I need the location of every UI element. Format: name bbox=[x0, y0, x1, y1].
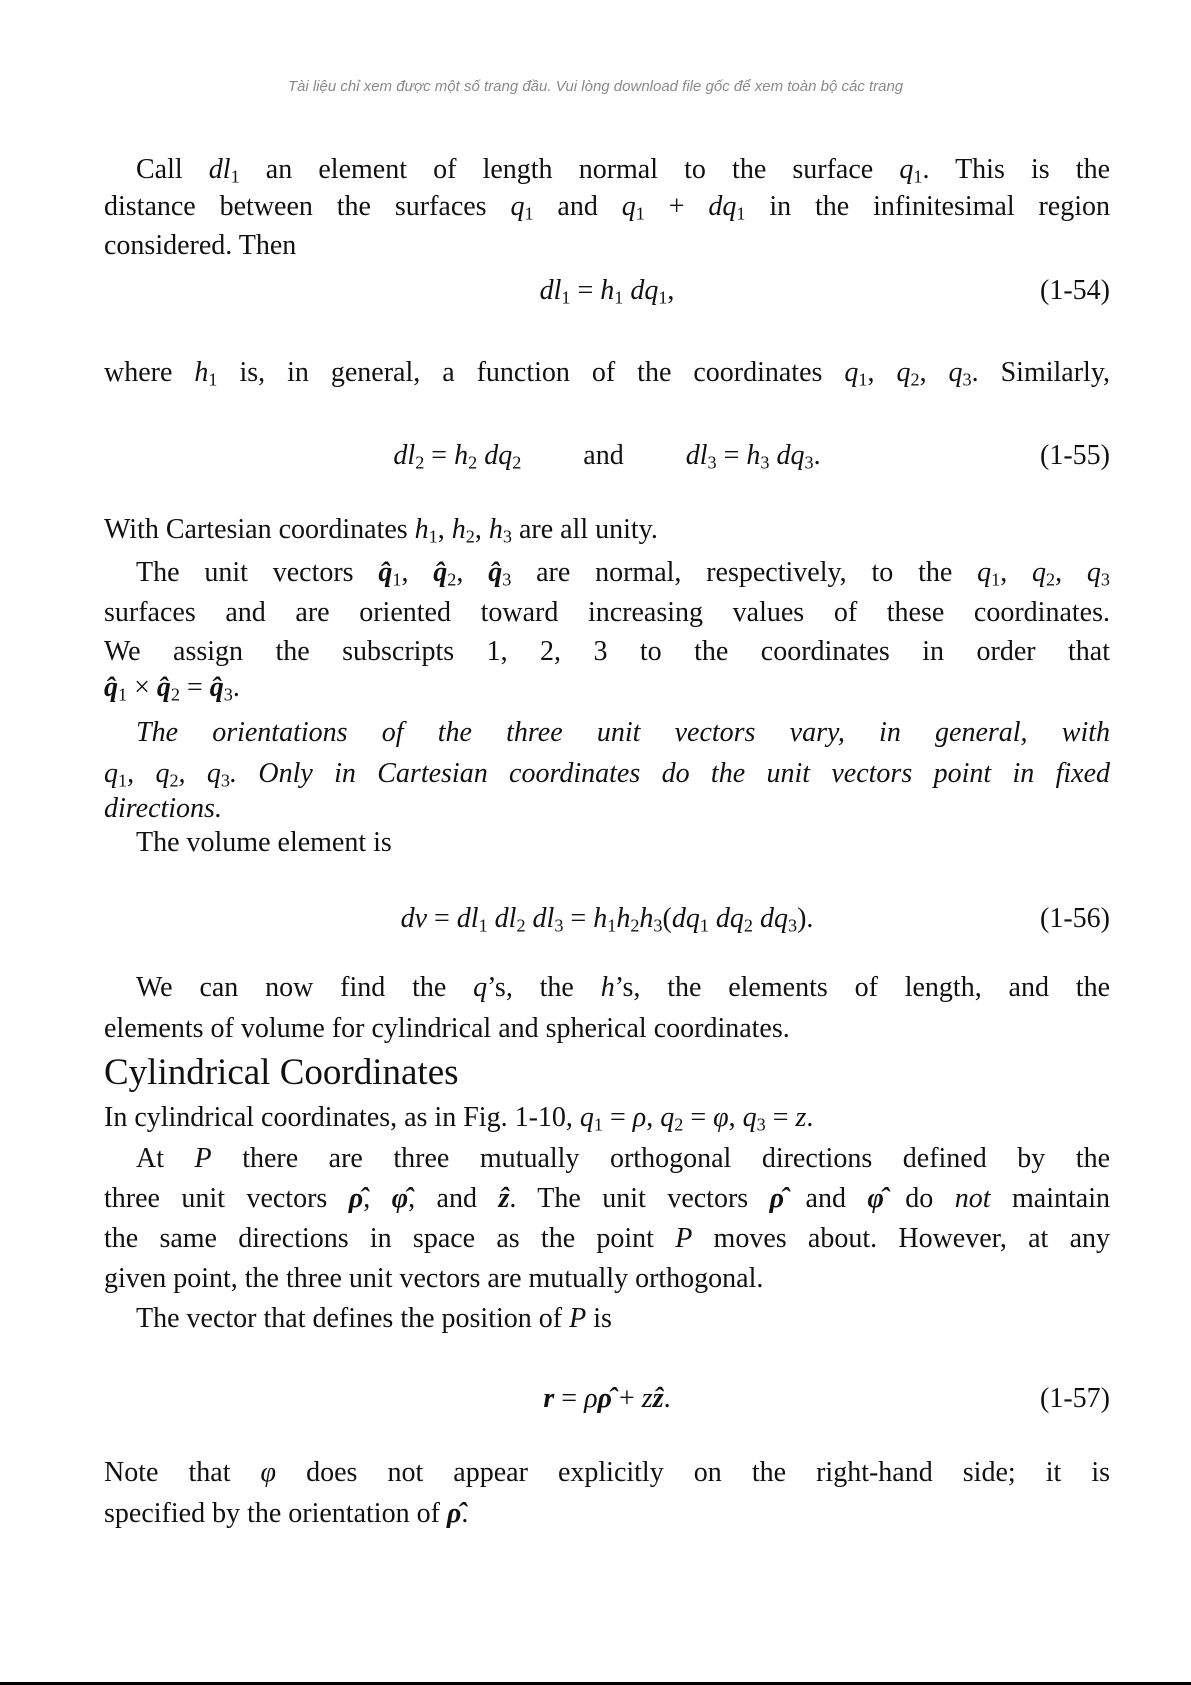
text-run: ). bbox=[797, 903, 814, 934]
text-run: 3 bbox=[1100, 569, 1110, 590]
text-run: z bbox=[795, 1102, 807, 1133]
text-run: , bbox=[401, 557, 434, 588]
text-line bbox=[104, 596, 1110, 630]
text-run: q̂ bbox=[378, 557, 393, 588]
text-run: , q bbox=[178, 758, 221, 789]
text-run: where bbox=[104, 357, 195, 388]
text-line bbox=[104, 1262, 1110, 1296]
text-run: 1 bbox=[699, 915, 709, 936]
text-run: = bbox=[179, 672, 210, 703]
text-run: . Only in Cartesian coordinates do the unit vectors point in fixed bbox=[230, 758, 1111, 789]
text-run: = bbox=[563, 903, 594, 934]
text-run: 3 bbox=[962, 369, 972, 390]
text-run: dq bbox=[630, 275, 659, 306]
text-run: q bbox=[104, 758, 118, 789]
text-run: dq bbox=[484, 440, 513, 471]
text-run: , bbox=[456, 557, 489, 588]
text-run: P bbox=[569, 1303, 587, 1334]
text-line bbox=[104, 971, 1110, 1005]
text-run: 2 bbox=[169, 770, 179, 791]
text-run: dv bbox=[400, 903, 427, 934]
text-run: considered. Then bbox=[104, 230, 297, 261]
text-run: 2 bbox=[674, 1114, 684, 1135]
text-run: , and bbox=[408, 1183, 499, 1214]
text-run: h bbox=[600, 275, 615, 306]
text-run: do bbox=[883, 1183, 955, 1214]
text-run: P bbox=[194, 1143, 212, 1174]
text-run: , bbox=[1055, 557, 1087, 588]
text-run: 1 bbox=[991, 569, 1001, 590]
text-run: dl bbox=[393, 440, 416, 471]
equation-number: (1-55) bbox=[1040, 440, 1110, 471]
text-run: 1 bbox=[428, 526, 438, 547]
text-line bbox=[104, 1101, 1110, 1135]
text-run: dl bbox=[685, 440, 708, 471]
text-run: φ̂ bbox=[867, 1183, 884, 1214]
text-run: dl bbox=[539, 275, 562, 306]
text-run: 2 bbox=[630, 915, 640, 936]
text-run: 1 bbox=[561, 287, 571, 308]
text-run: is, in general, a function of the coordinates bbox=[217, 357, 845, 388]
text-run: q bbox=[1032, 557, 1046, 588]
text-run: The volume element is bbox=[136, 827, 392, 858]
text-run: 2 bbox=[170, 684, 180, 705]
text-line bbox=[104, 190, 1110, 224]
text-run: . bbox=[461, 1498, 469, 1529]
text-run: . bbox=[663, 1383, 671, 1414]
text-run: , bbox=[728, 1102, 743, 1133]
text-run: q bbox=[844, 357, 859, 388]
text-line bbox=[104, 1222, 1110, 1256]
text-run: moves about. However, at any bbox=[692, 1223, 1111, 1254]
text-line bbox=[104, 1302, 1110, 1336]
text-run: q bbox=[473, 972, 488, 1003]
text-run: in the infinitesimal region bbox=[745, 191, 1111, 222]
text-run: , bbox=[437, 514, 452, 545]
text-run: 3 bbox=[653, 915, 663, 936]
text-run: × bbox=[127, 672, 157, 703]
text-run: q̂ bbox=[433, 557, 448, 588]
text-run: z bbox=[641, 1383, 653, 1414]
text-run: = bbox=[716, 440, 747, 471]
text-run: . bbox=[813, 440, 821, 471]
text-run: ẑ bbox=[652, 1383, 664, 1414]
text-run: 1 bbox=[736, 203, 746, 224]
equation-body bbox=[104, 274, 1110, 308]
text-run: not bbox=[954, 1183, 991, 1214]
preview-notice-banner: Tài liệu chỉ xem được một số trang đầu. Vui lòng download file gốc để xem toàn bộ các trang bbox=[287, 78, 904, 95]
text-run: . The unit vectors bbox=[509, 1183, 770, 1214]
text-run: 3 bbox=[760, 452, 770, 473]
text-run: = bbox=[765, 1102, 796, 1133]
text-run: 1 bbox=[478, 915, 488, 936]
text-run: 2 bbox=[415, 452, 425, 473]
text-run bbox=[753, 903, 760, 934]
equation-number: (1-56) bbox=[1040, 903, 1110, 934]
text-run: , q bbox=[127, 758, 170, 789]
text-run bbox=[526, 903, 533, 934]
text-run: h bbox=[639, 903, 654, 934]
text-run: We can now find the bbox=[136, 972, 474, 1003]
text-run: , bbox=[363, 1183, 392, 1214]
text-run: 3 bbox=[502, 526, 512, 547]
text-run: ρ̂ bbox=[446, 1498, 462, 1529]
text-run: = bbox=[602, 1102, 633, 1133]
text-line bbox=[104, 635, 1110, 669]
text-run: there are three mutually orthogonal directions defined by the bbox=[211, 1143, 1110, 1174]
text-run: distance between the surfaces bbox=[104, 191, 511, 222]
text-run: 1 bbox=[230, 166, 240, 187]
text-run: dl bbox=[208, 154, 231, 185]
text-run: 2 bbox=[512, 452, 522, 473]
text-run: ’s, the bbox=[487, 972, 601, 1003]
text-run: and bbox=[533, 191, 622, 222]
text-run: + bbox=[644, 191, 709, 222]
text-run: dq bbox=[760, 903, 789, 934]
text-run: dq bbox=[708, 191, 737, 222]
text-run: + bbox=[611, 1383, 642, 1414]
text-run: q bbox=[510, 191, 525, 222]
text-run: = bbox=[570, 275, 601, 306]
equation-number: (1-54) bbox=[1040, 275, 1110, 306]
text-run: 1 bbox=[858, 369, 868, 390]
text-run: maintain bbox=[990, 1183, 1110, 1214]
text-run: r bbox=[543, 1383, 555, 1414]
text-run: given point, the three unit vectors are mutually orthogonal. bbox=[104, 1263, 764, 1294]
text-run: does not appear explicitly on the right-hand side; it is bbox=[276, 1457, 1110, 1488]
text-run: 1 bbox=[607, 915, 617, 936]
text-run: are normal, respectively, to the bbox=[511, 557, 978, 588]
text-run: = bbox=[427, 903, 457, 934]
text-run: In cylindrical coordinates, as in Fig. 1-10, bbox=[104, 1102, 580, 1133]
text-run: q bbox=[896, 357, 911, 388]
text-run: Call bbox=[136, 154, 209, 185]
text-run: ( bbox=[662, 903, 672, 934]
text-run: q bbox=[621, 191, 636, 222]
text-line bbox=[104, 671, 1110, 705]
text-run: 2 bbox=[910, 369, 920, 390]
text-run: The unit vectors bbox=[136, 557, 379, 588]
text-run: . bbox=[232, 672, 240, 703]
text-run: ρ̂ bbox=[597, 1383, 612, 1414]
text-line bbox=[104, 1012, 1110, 1046]
text-run: = bbox=[683, 1102, 714, 1133]
text-line bbox=[104, 1456, 1110, 1490]
text-run: , bbox=[646, 1102, 661, 1133]
text-run: q̂ bbox=[209, 672, 224, 703]
text-run: h bbox=[488, 514, 503, 545]
text-run: , bbox=[919, 357, 949, 388]
text-line bbox=[104, 1182, 1110, 1216]
text-run: h bbox=[593, 903, 608, 934]
text-run: q bbox=[899, 154, 914, 185]
text-run bbox=[488, 903, 495, 934]
text-run: = bbox=[424, 440, 455, 471]
text-run: the same directions in space as the point bbox=[104, 1223, 676, 1254]
text-run: h bbox=[451, 514, 466, 545]
text-run: ẑ bbox=[498, 1183, 510, 1214]
text-run: 2 bbox=[1046, 569, 1056, 590]
text-run: , bbox=[667, 275, 675, 306]
text-run: . bbox=[806, 1102, 814, 1133]
text-run: are all unity. bbox=[511, 514, 658, 545]
text-run: is bbox=[586, 1303, 612, 1334]
text-run: = bbox=[554, 1383, 585, 1414]
text-run: 2 bbox=[447, 569, 457, 590]
text-run: dl bbox=[456, 903, 479, 934]
text-run: φ bbox=[260, 1457, 277, 1488]
text-run: φ̂ bbox=[391, 1183, 409, 1214]
text-run: , bbox=[867, 357, 897, 388]
text-line bbox=[104, 1497, 1110, 1531]
text-run: 3 bbox=[502, 569, 512, 590]
equation-body bbox=[104, 1382, 1110, 1416]
text-run: 2 bbox=[516, 915, 526, 936]
text-run bbox=[709, 903, 716, 934]
text-run: The orientations of the three unit vectors vary, in general, with bbox=[136, 717, 1110, 748]
text-run: At bbox=[136, 1143, 195, 1174]
text-run: q̂ bbox=[104, 672, 118, 703]
text-run: dq bbox=[671, 903, 700, 934]
text-run: 3 bbox=[554, 915, 564, 936]
equation-body bbox=[104, 902, 1110, 936]
text-run: q bbox=[1086, 557, 1101, 588]
text-run: . Similarly, bbox=[971, 357, 1111, 388]
text-run: 3 bbox=[788, 915, 798, 936]
text-run: specified by the orientation of bbox=[104, 1498, 447, 1529]
text-run: h bbox=[194, 357, 209, 388]
text-run: 1 bbox=[118, 684, 128, 705]
text-line bbox=[104, 716, 1110, 750]
text-run: 1 bbox=[658, 287, 668, 308]
text-line bbox=[104, 229, 1110, 263]
text-run: q̂ bbox=[488, 557, 503, 588]
text-line bbox=[104, 792, 1110, 826]
text-run: q bbox=[660, 1102, 675, 1133]
text-run: q̂ bbox=[156, 672, 171, 703]
text-run: 1 bbox=[913, 166, 923, 187]
text-run: 2 bbox=[468, 452, 478, 473]
text-run: P bbox=[675, 1223, 693, 1254]
text-run: elements of volume for cylindrical and spherical coordinates. bbox=[104, 1013, 790, 1044]
section-heading: Cylindrical Coordinates bbox=[104, 1052, 459, 1093]
text-line bbox=[104, 556, 1110, 590]
text-run: ρ bbox=[584, 1383, 598, 1414]
text-run: q bbox=[742, 1102, 757, 1133]
text-line bbox=[104, 356, 1110, 390]
text-run: dq bbox=[715, 903, 744, 934]
text-run: directions. bbox=[104, 793, 222, 824]
equation-body bbox=[104, 439, 1110, 473]
text-run: ρ̂ bbox=[348, 1183, 364, 1214]
text-run: q bbox=[948, 357, 963, 388]
text-run: and bbox=[784, 1183, 868, 1214]
text-run: 1 bbox=[614, 287, 624, 308]
text-run: 3 bbox=[804, 452, 814, 473]
text-run: With Cartesian coordinates bbox=[104, 514, 415, 545]
text-run: ρ bbox=[632, 1102, 647, 1133]
text-run: dl bbox=[532, 903, 555, 934]
text-run: 1 bbox=[593, 1114, 603, 1135]
text-line bbox=[104, 757, 1110, 791]
text-run: 1 bbox=[118, 770, 128, 791]
text-run: 1 bbox=[635, 203, 645, 224]
text-run: 2 bbox=[743, 915, 754, 936]
text-run: , bbox=[1000, 557, 1032, 588]
equation-number: (1-57) bbox=[1040, 1383, 1110, 1414]
text-line bbox=[104, 153, 1110, 187]
text-run: h bbox=[454, 440, 469, 471]
text-run: 2 bbox=[465, 526, 475, 547]
text-run: q bbox=[579, 1102, 594, 1133]
text-run: 1 bbox=[524, 203, 534, 224]
text-run: 3 bbox=[223, 684, 233, 705]
text-run: 3 bbox=[707, 452, 717, 473]
text-run: , bbox=[474, 514, 489, 545]
text-line bbox=[104, 826, 1110, 860]
text-run: 1 bbox=[208, 369, 218, 390]
text-run: 3 bbox=[756, 1114, 766, 1135]
text-run: h bbox=[414, 514, 429, 545]
text-run: h bbox=[746, 440, 761, 471]
text-run: q bbox=[977, 557, 992, 588]
text-run: surfaces and are oriented toward increasing values of these coordinates. bbox=[104, 597, 1110, 628]
text-run: and bbox=[583, 440, 624, 471]
text-run: We assign the subscripts 1, 2, 3 to the coordinates in order that bbox=[104, 636, 1110, 667]
text-run: h bbox=[600, 972, 615, 1003]
text-run: ’s, the elements of length, and the bbox=[614, 972, 1110, 1003]
text-run: 1 bbox=[392, 569, 402, 590]
text-run: dq bbox=[776, 440, 805, 471]
text-run: an element of length normal to the surface bbox=[239, 154, 900, 185]
text-run: 3 bbox=[220, 770, 230, 791]
text-run: The vector that defines the position of bbox=[136, 1303, 570, 1334]
text-run: ρ̂ bbox=[769, 1183, 785, 1214]
text-run: dl bbox=[494, 903, 517, 934]
text-line bbox=[104, 513, 1110, 547]
text-run: Note that bbox=[104, 1457, 261, 1488]
text-line bbox=[104, 1142, 1110, 1176]
text-run: h bbox=[616, 903, 631, 934]
text-run: . This is the bbox=[922, 154, 1111, 185]
text-run: three unit vectors bbox=[104, 1183, 349, 1214]
text-run: φ bbox=[713, 1102, 729, 1133]
